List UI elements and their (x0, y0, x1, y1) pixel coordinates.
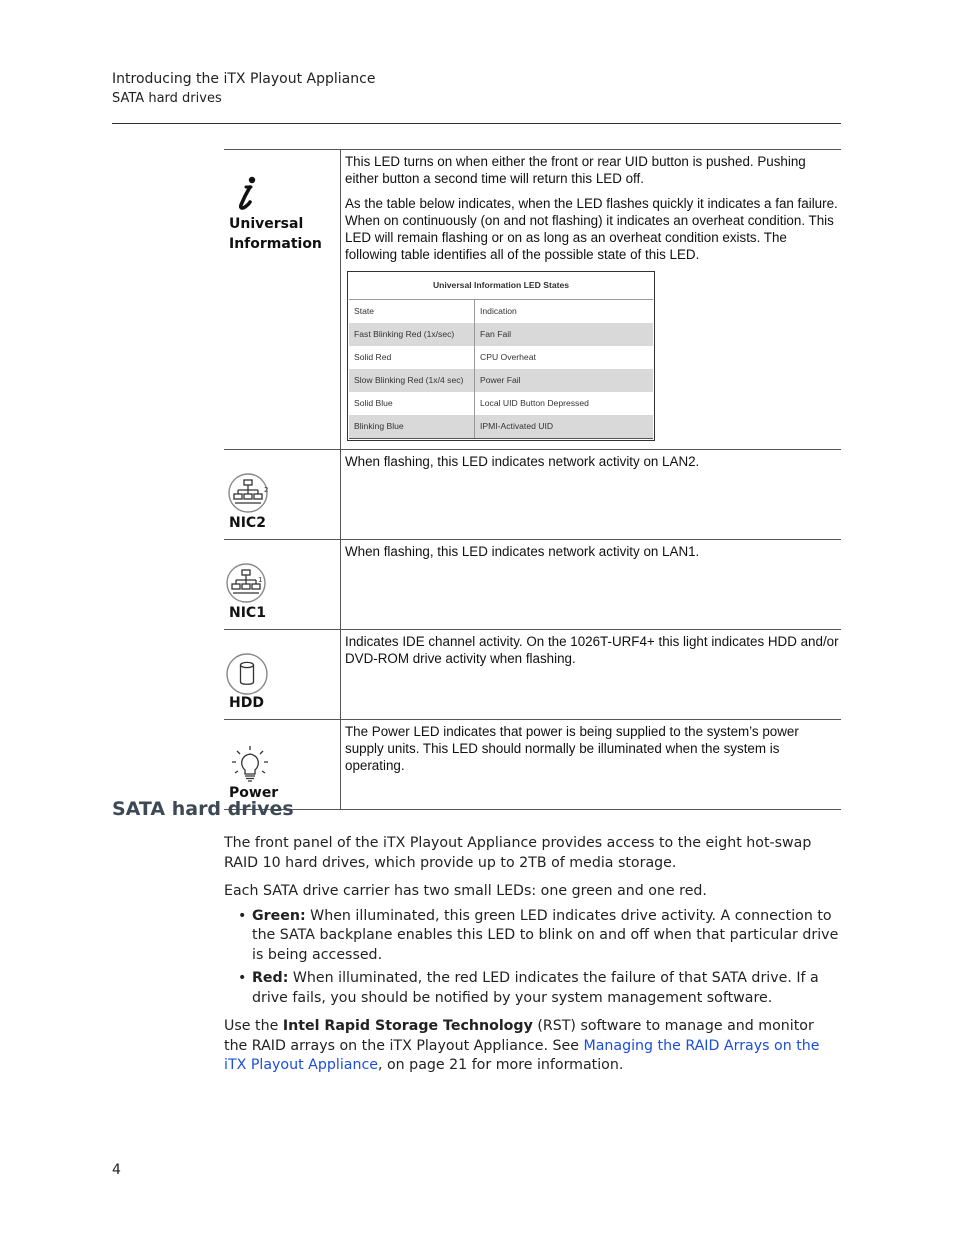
red-led-text: When illuminated, the red LED indicates the failure of that SATA drive. If a drive fails, you should be notified by your system management software. (252, 970, 819, 1006)
page-number: 4 (112, 1162, 121, 1178)
section-heading: SATA hard drives (112, 798, 294, 820)
table-row (349, 415, 653, 439)
indication-cell: IPMI-Activated UID (475, 415, 654, 439)
table-row (224, 630, 841, 720)
list-item (224, 907, 841, 966)
table-row (224, 540, 841, 630)
description-cell (341, 150, 842, 450)
header-rule (112, 123, 841, 124)
sata-body (224, 834, 841, 1076)
state-cell: Slow Blinking Red (1x/4 sec) (349, 369, 475, 392)
running-header-section: SATA hard drives (112, 91, 222, 106)
icon-cell (224, 720, 341, 810)
paragraph: The front panel of the iTX Playout Appliance provides access to the eight hot-swap RAID 10 hard drives, which provide up to 2TB of media storage. (224, 835, 812, 871)
col-header-state: State (349, 300, 475, 324)
list-item (224, 969, 841, 1008)
network-icon (227, 472, 273, 514)
text-span: Use the (224, 1018, 283, 1034)
table-row (224, 150, 841, 450)
table-row (224, 720, 841, 810)
info-icon (227, 172, 267, 212)
nic1-description: When flashing, this LED indicates network activity on LAN1. (341, 540, 842, 630)
uid-led-states-table (347, 271, 655, 441)
indication-cell: Local UID Button Depressed (480, 398, 589, 408)
paragraph: Each SATA drive carrier has two small LEDs: one green and one red. (224, 883, 707, 899)
state-cell: Fast Blinking Red (1x/sec) (349, 323, 475, 346)
text-span: (RST) software to manage and monitor the RAID arrays on the iTX Playout Appliance. See (224, 1018, 814, 1054)
indication-cell: CPU Overheat (480, 352, 536, 362)
icon-cell (224, 150, 341, 450)
bullet-marker: • (238, 907, 247, 924)
led-label-power: Power (229, 785, 279, 801)
nic2-description: When flashing, this LED indicates network activity on LAN2. (341, 450, 842, 540)
indication-cell: Power Fail (475, 369, 654, 392)
table-row (224, 450, 841, 540)
icon-cell (224, 450, 341, 540)
led-indicator-table (224, 149, 841, 810)
col-header-indication: Indication (480, 306, 517, 316)
hard-drive-icon (225, 652, 269, 696)
led-label-universal: Universal (229, 216, 304, 232)
uid-description-1: This LED turns on when either the front or rear UID button is pushed. Pushing either button a second time will return this LED off. (345, 154, 806, 186)
state-cell: Blinking Blue (349, 415, 475, 439)
led-label-nic2: NIC2 (229, 515, 266, 531)
paragraph (224, 1017, 841, 1076)
uid-description-2: As the table below indicates, when the LED flashes quickly it indicates a fan failure. When on continuously (on and not flashing) it indicates an overheat condition. This LED will remain flashing or on as long as an overheat condition exists. The following table identifies all of the possible state of this LED. (345, 196, 838, 262)
raid-arrays-link[interactable]: Managing the RAID Arrays on the iTX Playout Appliance (224, 1037, 820, 1073)
table-row (349, 323, 653, 346)
nic1-badge: 1 (258, 576, 263, 584)
table-row (349, 369, 653, 392)
table-row (349, 346, 653, 369)
indication-cell: Fan Fail (475, 323, 654, 346)
icon-cell (224, 630, 341, 720)
nic2-badge: 2 (264, 486, 269, 494)
light-bulb-icon (230, 744, 274, 786)
green-led-text: When illuminated, this green LED indicates drive activity. A connection to the SATA backplane enables this LED to blink on and off when that particular drive is being accessed. (252, 907, 839, 963)
red-led-label: Red: (252, 970, 289, 986)
state-cell: Solid Blue (349, 392, 475, 415)
bullet-marker: • (238, 970, 247, 986)
uid-states-title: Universal Information LED States (349, 273, 653, 300)
table-row (349, 392, 653, 415)
led-label-hdd: HDD (229, 695, 264, 711)
running-header-chapter: Introducing the iTX Playout Appliance (112, 71, 376, 87)
state-cell: Solid Red (349, 346, 475, 369)
led-label-information: Information (229, 236, 322, 252)
led-label-nic1: NIC1 (229, 605, 266, 621)
rst-name: Intel Rapid Storage Technology (282, 1018, 533, 1034)
power-description: The Power LED indicates that power is being supplied to the system’s power supply units. This LED should normally be illuminated when the system is operating. (341, 720, 842, 810)
green-led-label: Green: (252, 907, 306, 924)
icon-cell (224, 540, 341, 630)
network-icon (225, 562, 271, 604)
hdd-description: Indicates IDE channel activity. On the 1026T-URF4+ this light indicates HDD and/or DVD-ROM drive activity when flashing. (341, 630, 842, 720)
text-span: , on page 21 for more information. (377, 1057, 624, 1073)
